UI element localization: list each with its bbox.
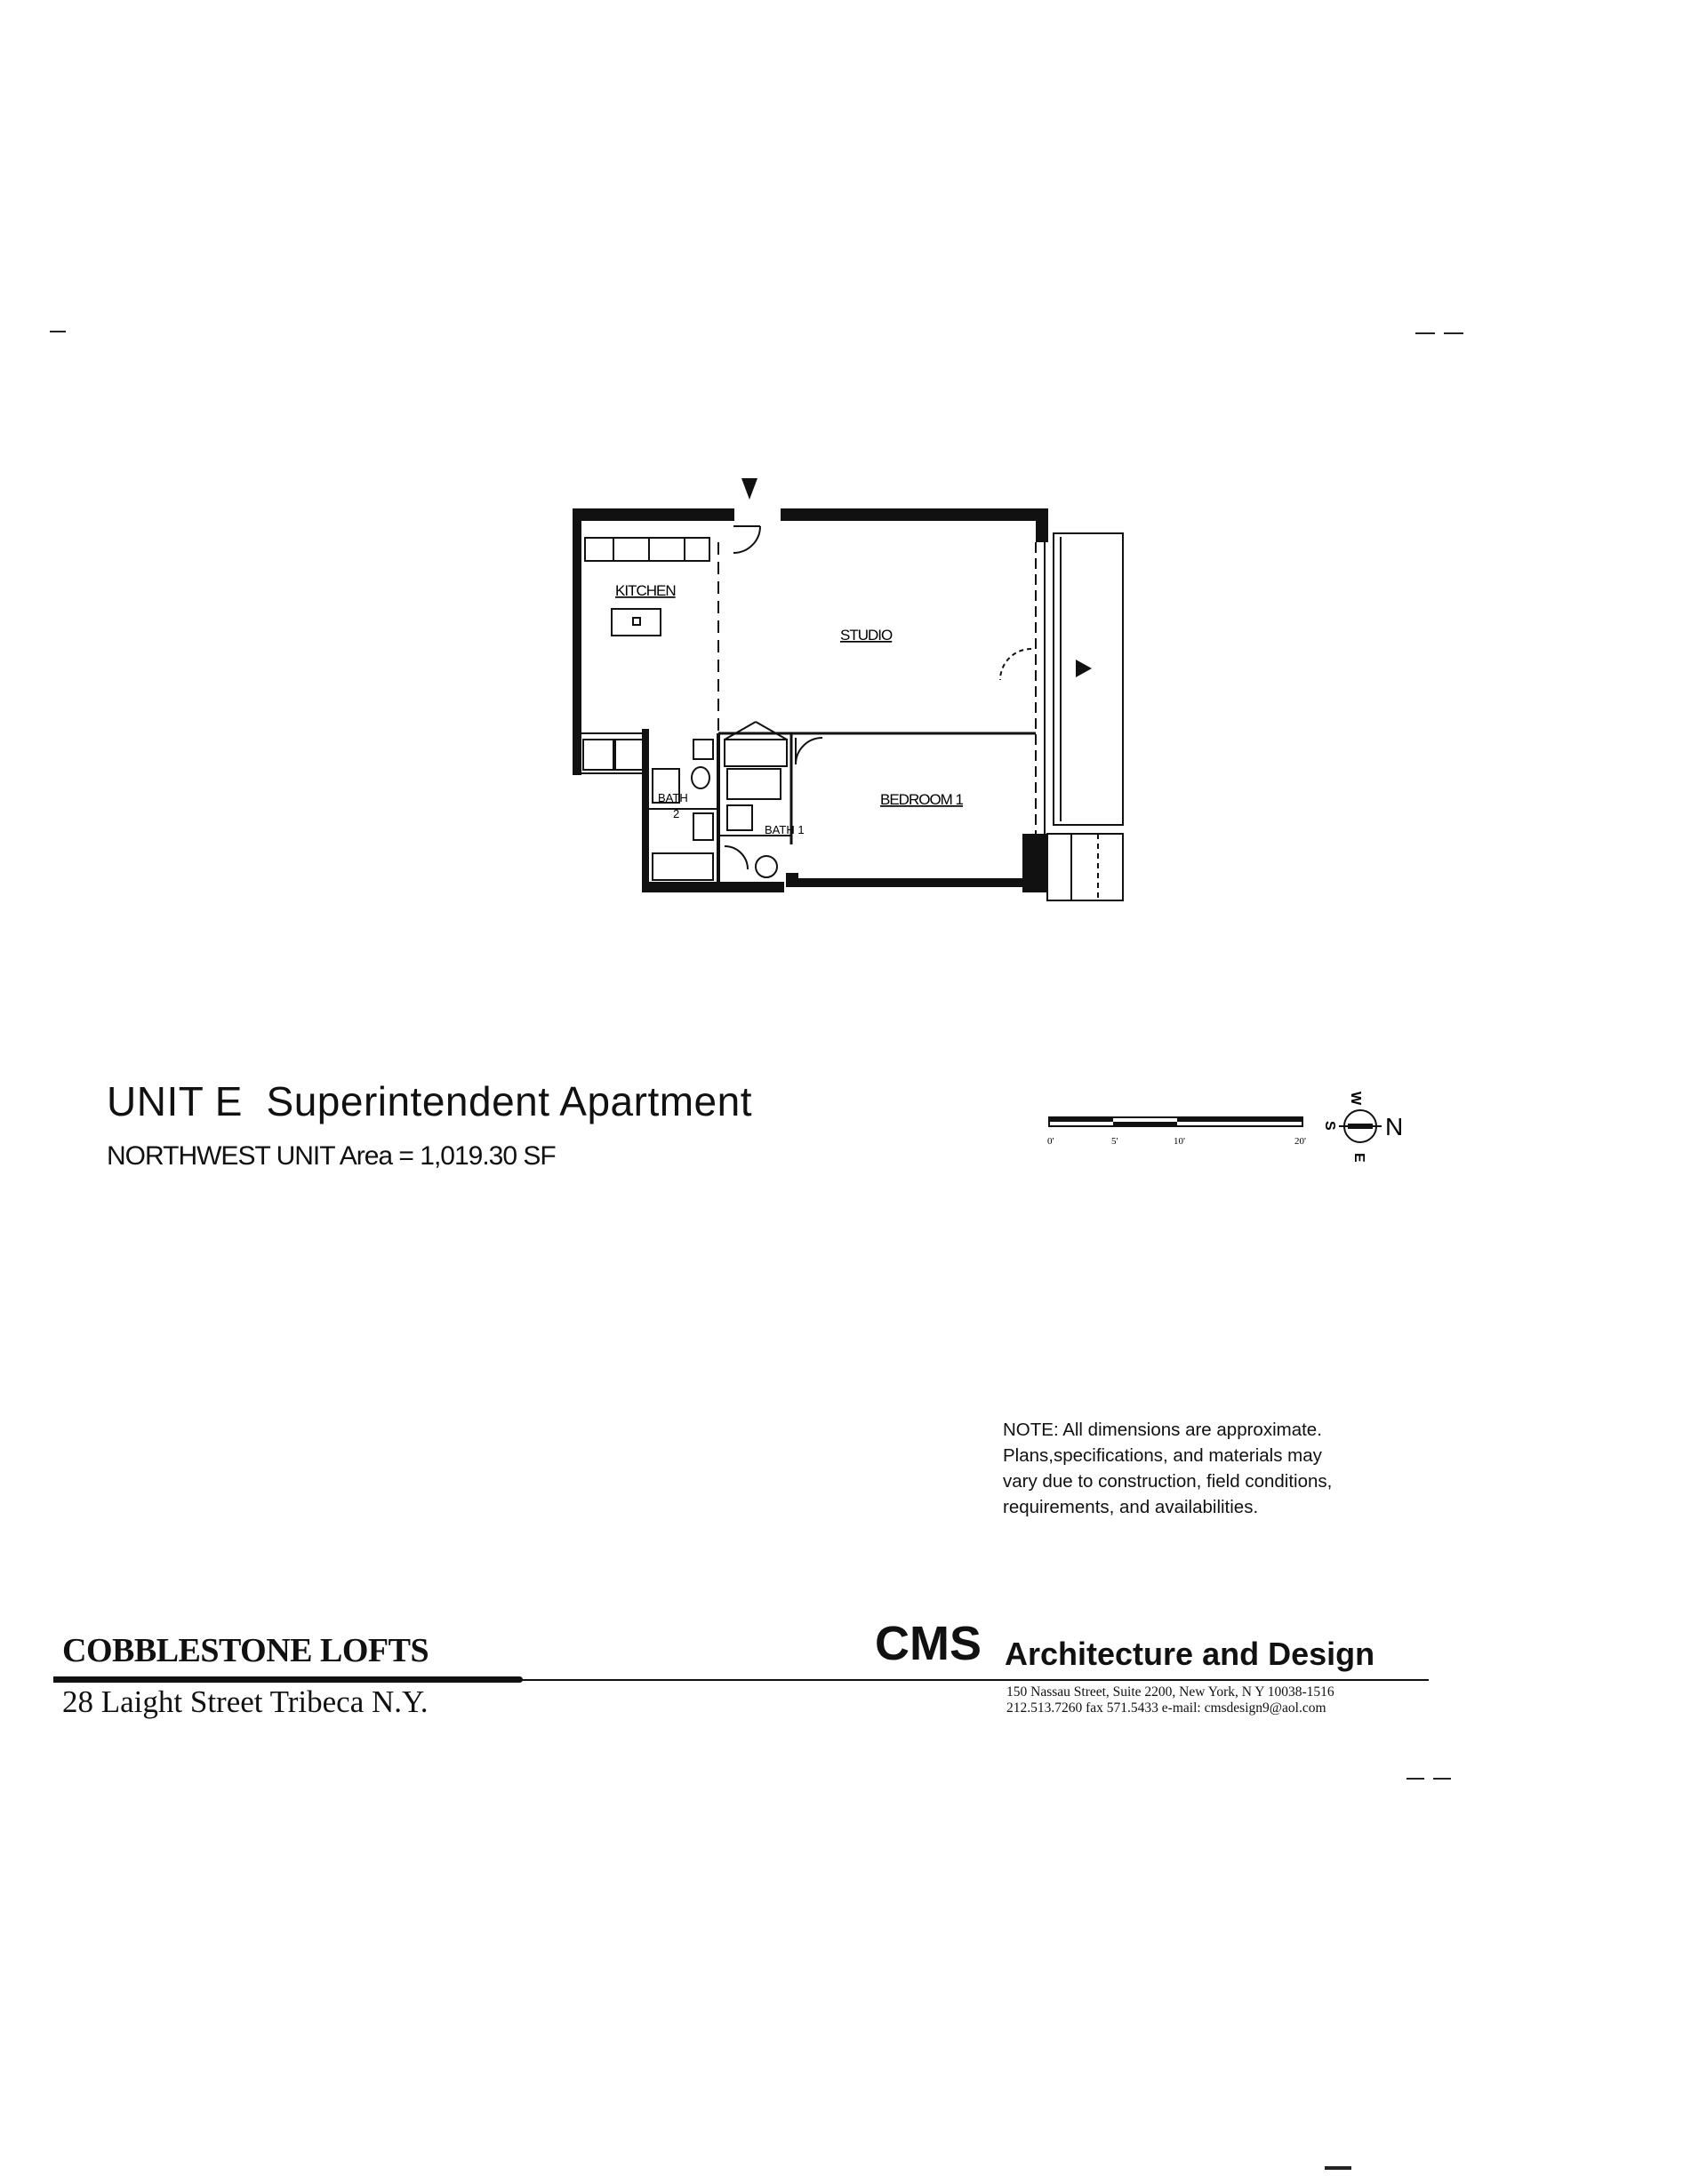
floor-plan xyxy=(560,462,1138,907)
firm-name: Architecture and Design xyxy=(1005,1636,1375,1672)
scan-mark xyxy=(1325,2166,1351,2170)
kitchen-counter xyxy=(585,538,709,561)
dryer xyxy=(615,740,645,770)
scan-mark xyxy=(50,331,66,332)
unit-title: UNIT E Superintendent Apartment xyxy=(107,1078,752,1124)
balcony xyxy=(1054,533,1123,825)
scale-bar xyxy=(1047,1117,1306,1147)
scale-tick: 0' xyxy=(1047,1136,1054,1147)
unit-area: NORTHWEST UNIT Area = 1,019.30 SF xyxy=(107,1141,556,1171)
note-line: Plans,specifications, and materials may xyxy=(1003,1445,1322,1466)
bath2-sink xyxy=(693,813,713,840)
bedroom-1-label: BEDROOM 1 xyxy=(880,791,964,808)
scale-tick: 10' xyxy=(1174,1136,1185,1147)
entry-arrow xyxy=(741,478,757,500)
scale-tick: 5' xyxy=(1111,1136,1118,1147)
bath1-sink xyxy=(727,805,752,830)
kitchen-label: KITCHEN xyxy=(615,582,676,599)
title-block-rule-heavy xyxy=(53,1676,523,1683)
project-address: 28 Laight Street Tribeca N.Y. xyxy=(62,1684,429,1719)
balcony-door-swing xyxy=(1000,649,1031,680)
bath1-tub xyxy=(727,769,781,799)
compass-west: W xyxy=(1348,1092,1363,1106)
terrace xyxy=(1047,834,1123,900)
title-block-rule xyxy=(520,1679,1429,1681)
compass-east: E xyxy=(1351,1153,1366,1163)
note-line: requirements, and availabilities. xyxy=(1003,1497,1259,1517)
compass-south: S xyxy=(1322,1121,1337,1131)
bath-1-label: BATH 1 xyxy=(765,823,805,836)
scan-mark xyxy=(1415,332,1435,334)
scale-and-compass xyxy=(1031,1071,1422,1187)
kitchen-island xyxy=(612,609,661,636)
closet-sm xyxy=(693,740,713,759)
studio-label: STUDIO xyxy=(840,627,893,644)
balcony-entry-arrow xyxy=(1076,660,1092,677)
firm-address: 150 Nassau Street, Suite 2200, New York, N Y 10038-1516 xyxy=(1006,1684,1334,1700)
scale-tick: 20' xyxy=(1294,1136,1306,1147)
firm-contact: 212.513.7260 fax 571.5433 e-mail: cmsdesign9@aol.com xyxy=(1006,1700,1326,1716)
disclaimer-note xyxy=(1003,1417,1421,1520)
wall-se-corner xyxy=(1022,834,1047,892)
note-line: NOTE: All dimensions are approximate. xyxy=(1003,1420,1322,1440)
entry-door-swing xyxy=(733,526,760,553)
bedroom-door-swing xyxy=(796,738,822,764)
bath1-toilet xyxy=(756,856,777,877)
bath-2-number: 2 xyxy=(673,807,680,820)
wall-south-east xyxy=(793,878,1026,887)
wall-south-west xyxy=(642,882,784,892)
wall-north-east xyxy=(781,508,1047,521)
wall-west-lower-heavy xyxy=(642,729,649,889)
scan-mark xyxy=(1406,1778,1424,1780)
bath2-shower xyxy=(653,853,713,880)
compass xyxy=(1322,1092,1403,1163)
bath-2-label: BATH xyxy=(658,791,688,804)
note-line: vary due to construction, field conditions, xyxy=(1003,1471,1333,1492)
bath1-door-swing xyxy=(725,846,748,869)
scan-mark xyxy=(1444,332,1463,334)
washer xyxy=(583,740,613,770)
closet xyxy=(725,740,787,766)
firm-logo-cms: CMS xyxy=(875,1617,982,1670)
scan-mark xyxy=(1433,1778,1451,1780)
compass-north: N xyxy=(1385,1113,1404,1140)
wall-west-heavy xyxy=(573,508,581,775)
bath2-toilet xyxy=(692,767,709,788)
wall-ne-corner xyxy=(1036,508,1048,542)
wall-north-west xyxy=(573,508,734,521)
project-name: COBBLESTONE LOFTS xyxy=(62,1632,429,1669)
